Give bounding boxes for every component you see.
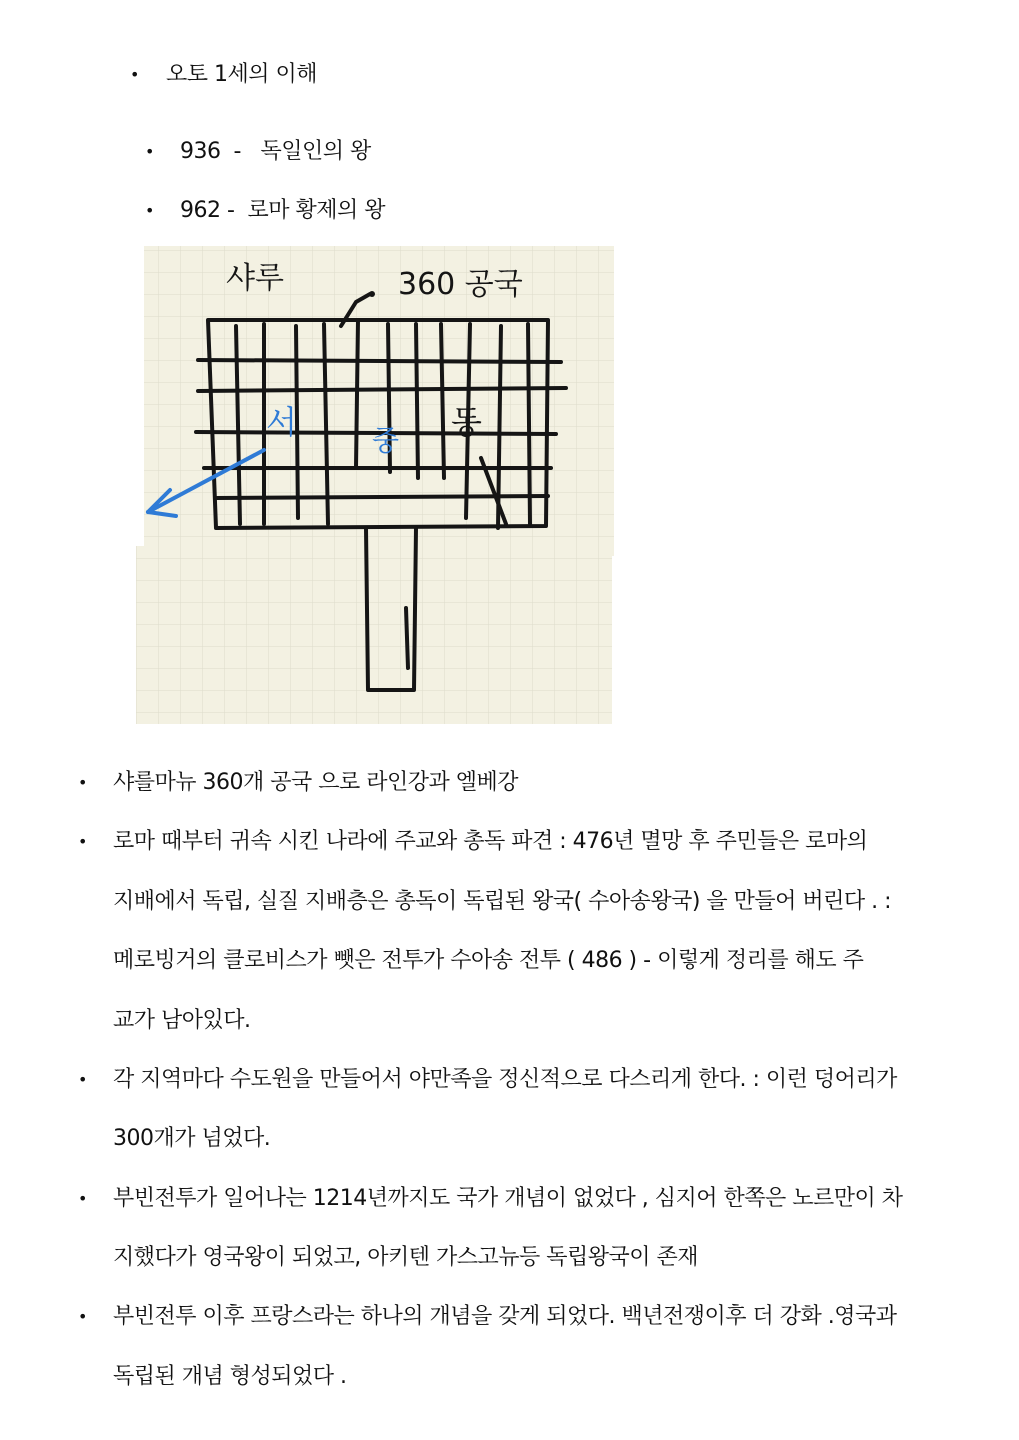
note-2-line-3: 메로빙거의 클로비스가 뺏은 전투가 수아송 전투 ( 486 ) - 이렇게 정리를 해도 주 <box>113 948 864 973</box>
separator: - <box>233 139 241 164</box>
label-center: 중 <box>372 424 400 457</box>
bullet-marker: • <box>78 773 88 792</box>
note-2-line-2: 지배에서 독립, 실질 지배층은 총독이 독립된 왕국( 수아송왕국) 을 만들어 버린다 . : <box>113 889 892 914</box>
item-text: 독일인의 왕 <box>260 139 371 164</box>
note-2-line-4: 교가 남아있다. <box>113 1008 251 1033</box>
list-item-962 <box>180 196 385 226</box>
bullet-marker: • <box>78 1189 88 1208</box>
list-item-936 <box>180 137 371 167</box>
note-4-line-2: 지했다가 영국왕이 되었고, 아키텐 가스고뉴등 독립왕국이 존재 <box>113 1245 699 1270</box>
bullet-marker: • <box>78 1307 88 1326</box>
label-west: 서 <box>266 403 297 441</box>
paper-bottom <box>136 546 612 724</box>
bullet-marker: • <box>145 201 155 220</box>
separator: - <box>227 198 235 223</box>
bullet-marker: • <box>78 832 88 851</box>
year-962: 962 <box>180 198 221 223</box>
note-2-line-1: 로마 때부터 귀속 시킨 나라에 주교와 총독 파견 : 476년 멸망 후 주민들은 로마의 <box>113 829 868 854</box>
year-936: 936 <box>180 139 221 164</box>
note-4-line-1: 부빈전투가 일어나는 1214년까지도 국가 개념이 없었다 , 심지어 한쪽은 노르만이 차 <box>113 1186 903 1211</box>
bullet-marker: • <box>78 1070 88 1089</box>
item-text: 로마 황제의 왕 <box>247 198 385 223</box>
note-5-line-2: 독립된 개념 형성되었다 . <box>113 1364 347 1389</box>
bullet-marker: • <box>130 65 140 84</box>
label-right: 360 공국 <box>398 267 523 302</box>
heading-otto: 오토 1세의 이해 <box>166 62 317 87</box>
bullet-marker: • <box>145 142 155 161</box>
note-5-line-1: 부빈전투 이후 프랑스라는 하나의 개념을 갖게 되었다. 백년전쟁이후 더 강화 .영국과 <box>113 1304 897 1329</box>
hand-drawn-map-sketch <box>136 228 616 728</box>
label-left: 샤루 <box>226 261 284 296</box>
note-3-line-1: 각 지역마다 수도원을 만들어서 야만족을 정신적으로 다스리게 한다. : 이런 덩어리가 <box>113 1067 897 1092</box>
note-3-line-2: 300개가 넘었다. <box>113 1126 271 1151</box>
label-east: 동 <box>451 403 482 441</box>
note-1-line-1: 샤를마뉴 360개 공국 으로 라인강과 엘베강 <box>113 770 518 795</box>
